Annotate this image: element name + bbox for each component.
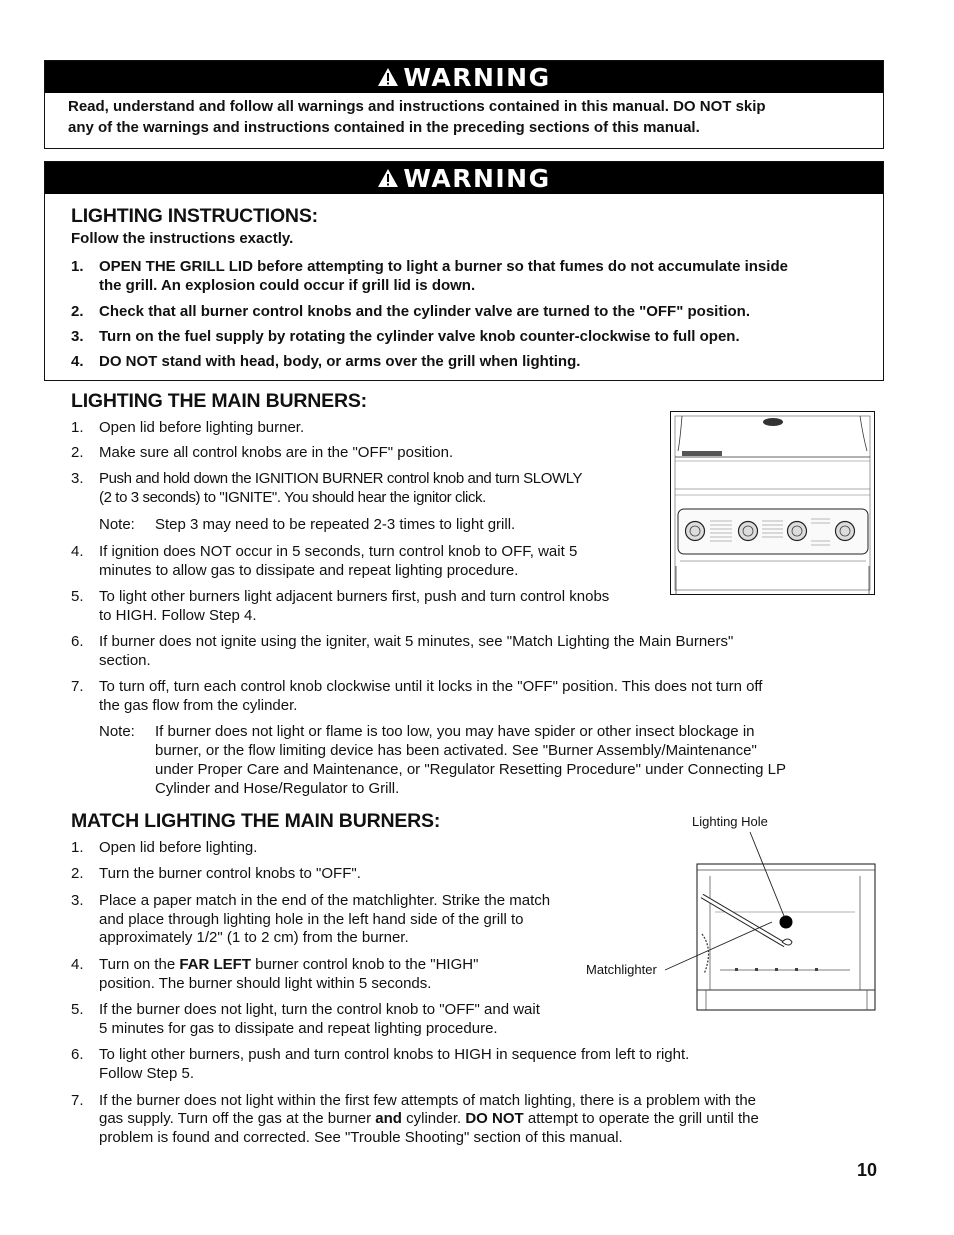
step-text: Turn on the fuel supply by rotating the cylinder valve knob counter-clockwise to full open. — [99, 328, 740, 345]
step-text: Follow Step 5. — [99, 1065, 195, 1082]
step-number: 7. — [71, 1092, 84, 1109]
label-lighting-hole: Lighting Hole — [692, 814, 768, 829]
step-text: If burner does not ignite using the igniter, wait 5 minutes, see "Match Lighting the Main Burners" — [99, 633, 734, 650]
step-text: Turn the burner control knobs to "OFF". — [99, 865, 361, 882]
step-text: If the burner does not light within the first few attempts of match lighting, there is a problem with the — [99, 1092, 756, 1109]
note-text: under Proper Care and Maintenance, or "Regulator Resetting Procedure" under Connecting LP — [155, 761, 787, 778]
step-number: 6. — [71, 633, 84, 650]
step-text: to HIGH. Follow Step 4. — [99, 607, 257, 624]
step-number: 3. — [71, 470, 84, 487]
page-number: 10 — [857, 1160, 878, 1180]
warning-banner — [45, 61, 883, 93]
step-text: and place through lighting hole in the left hand side of the grill to — [99, 911, 524, 928]
step-text: minutes to allow gas to dissipate and repeat lighting procedure. — [99, 562, 519, 579]
step-text: Make sure all control knobs are in the "OFF" position. — [99, 444, 454, 461]
step-text: Push and hold down the IGNITION BURNER control knob and turn SLOWLY — [99, 470, 583, 487]
step-text: Place a paper match in the end of the matchlighter. Strike the match — [99, 892, 551, 909]
step-text: position. The burner should light within 5 seconds. — [99, 975, 432, 992]
step-text: problem is found and corrected. See "Trouble Shooting" section of this manual. — [99, 1129, 623, 1146]
warning-box-lighting-instructions — [44, 161, 884, 381]
warning-title: WARNING — [403, 62, 551, 92]
step-number: 2. — [71, 444, 84, 461]
note-label: Note: — [99, 723, 135, 740]
lighting-instructions-heading: LIGHTING INSTRUCTIONS: — [71, 205, 318, 227]
lighting-instructions-subheading: Follow the instructions exactly. — [71, 230, 294, 247]
step-text: To light other burners light adjacent burners first, push and turn control knobs — [99, 588, 610, 605]
step-text-part: Turn on the — [99, 956, 180, 973]
warning-banner — [45, 162, 883, 194]
step-text-emphasis: and — [375, 1110, 402, 1127]
step-text: To light other burners, push and turn control knobs to HIGH in sequence from left to right. — [99, 1046, 690, 1063]
step-number: 2. — [71, 303, 84, 320]
match-lighting-heading: MATCH LIGHTING THE MAIN BURNERS: — [71, 810, 441, 832]
step-text-emphasis: DO NOT — [465, 1110, 524, 1127]
step-text: the gas flow from the cylinder. — [99, 697, 298, 714]
label-matchlighter: Matchlighter — [586, 962, 657, 977]
step-text: If ignition does NOT occur in 5 seconds, turn control knob to OFF, wait 5 — [99, 543, 578, 560]
step-number: 2. — [71, 865, 84, 882]
step-text: Open lid before lighting. — [99, 839, 258, 856]
step-number: 5. — [71, 1001, 84, 1018]
note-text: Cylinder and Hose/Regulator to Grill. — [155, 780, 400, 797]
step-text — [99, 955, 478, 974]
step-text: OPEN THE GRILL LID before attempting to light a burner so that fumes do not accumulate inside — [99, 258, 788, 275]
step-text-part: burner control knob to the "HIGH" — [251, 956, 479, 973]
note-text: If burner does not light or flame is too low, you may have spider or other insect blockage in — [155, 723, 755, 740]
step-text-part: cylinder. — [401, 1110, 466, 1127]
step-text-emphasis: FAR LEFT — [179, 956, 251, 973]
step-number: 3. — [71, 892, 84, 909]
step-text-part: gas supply. Turn off the gas at the burner — [99, 1110, 376, 1127]
step-number: 4. — [71, 353, 84, 370]
warning-triangle-icon — [377, 67, 399, 87]
step-text: Open lid before lighting burner. — [99, 419, 305, 436]
step-number: 1. — [71, 258, 84, 275]
main-burners-heading: LIGHTING THE MAIN BURNERS: — [71, 390, 367, 412]
step-text: To turn off, turn each control knob clockwise until it locks in the "OFF" position. This does not turn off — [99, 678, 763, 695]
warning-text-line: Read, understand and follow all warnings and instructions contained in this manual. DO NOT skip — [68, 98, 766, 115]
step-number: 5. — [71, 588, 84, 605]
warning-title: WARNING — [403, 163, 551, 193]
warning-triangle-icon — [377, 168, 399, 188]
step-number: 1. — [71, 419, 84, 436]
warning-text-line: any of the warnings and instructions contained in the preceding sections of this manual. — [68, 119, 700, 136]
step-number: 4. — [71, 543, 84, 560]
step-text: approximately 1/2" (1 to 2 cm) from the burner. — [99, 929, 409, 946]
step-text-part: attempt to operate the grill until the — [523, 1110, 759, 1127]
warning-box-general — [44, 60, 884, 149]
match-lighting-illustration — [660, 830, 880, 1015]
step-number: 6. — [71, 1046, 84, 1063]
step-number: 1. — [71, 839, 84, 856]
note-text: Step 3 may need to be repeated 2-3 times to light grill. — [155, 516, 516, 533]
step-text: 5 minutes for gas to dissipate and repeat lighting procedure. — [99, 1020, 498, 1037]
step-text — [99, 1109, 759, 1128]
step-text: Check that all burner control knobs and the cylinder valve are turned to the "OFF" position. — [99, 303, 750, 320]
step-text: (2 to 3 seconds) to "IGNITE". You should hear the ignitor click. — [99, 489, 486, 506]
step-text: the grill. An explosion could occur if grill lid is down. — [99, 277, 476, 294]
step-number: 3. — [71, 328, 84, 345]
step-text: DO NOT stand with head, body, or arms over the grill when lighting. — [99, 353, 581, 370]
step-number: 4. — [71, 956, 84, 973]
note-label: Note: — [99, 516, 135, 533]
step-number: 7. — [71, 678, 84, 695]
step-text: If the burner does not light, turn the control knob to "OFF" and wait — [99, 1001, 540, 1018]
grill-control-panel-illustration — [670, 411, 876, 596]
note-text: burner, or the flow limiting device has been activated. See "Burner Assembly/Maintenance" — [155, 742, 757, 759]
step-text: section. — [99, 652, 151, 669]
